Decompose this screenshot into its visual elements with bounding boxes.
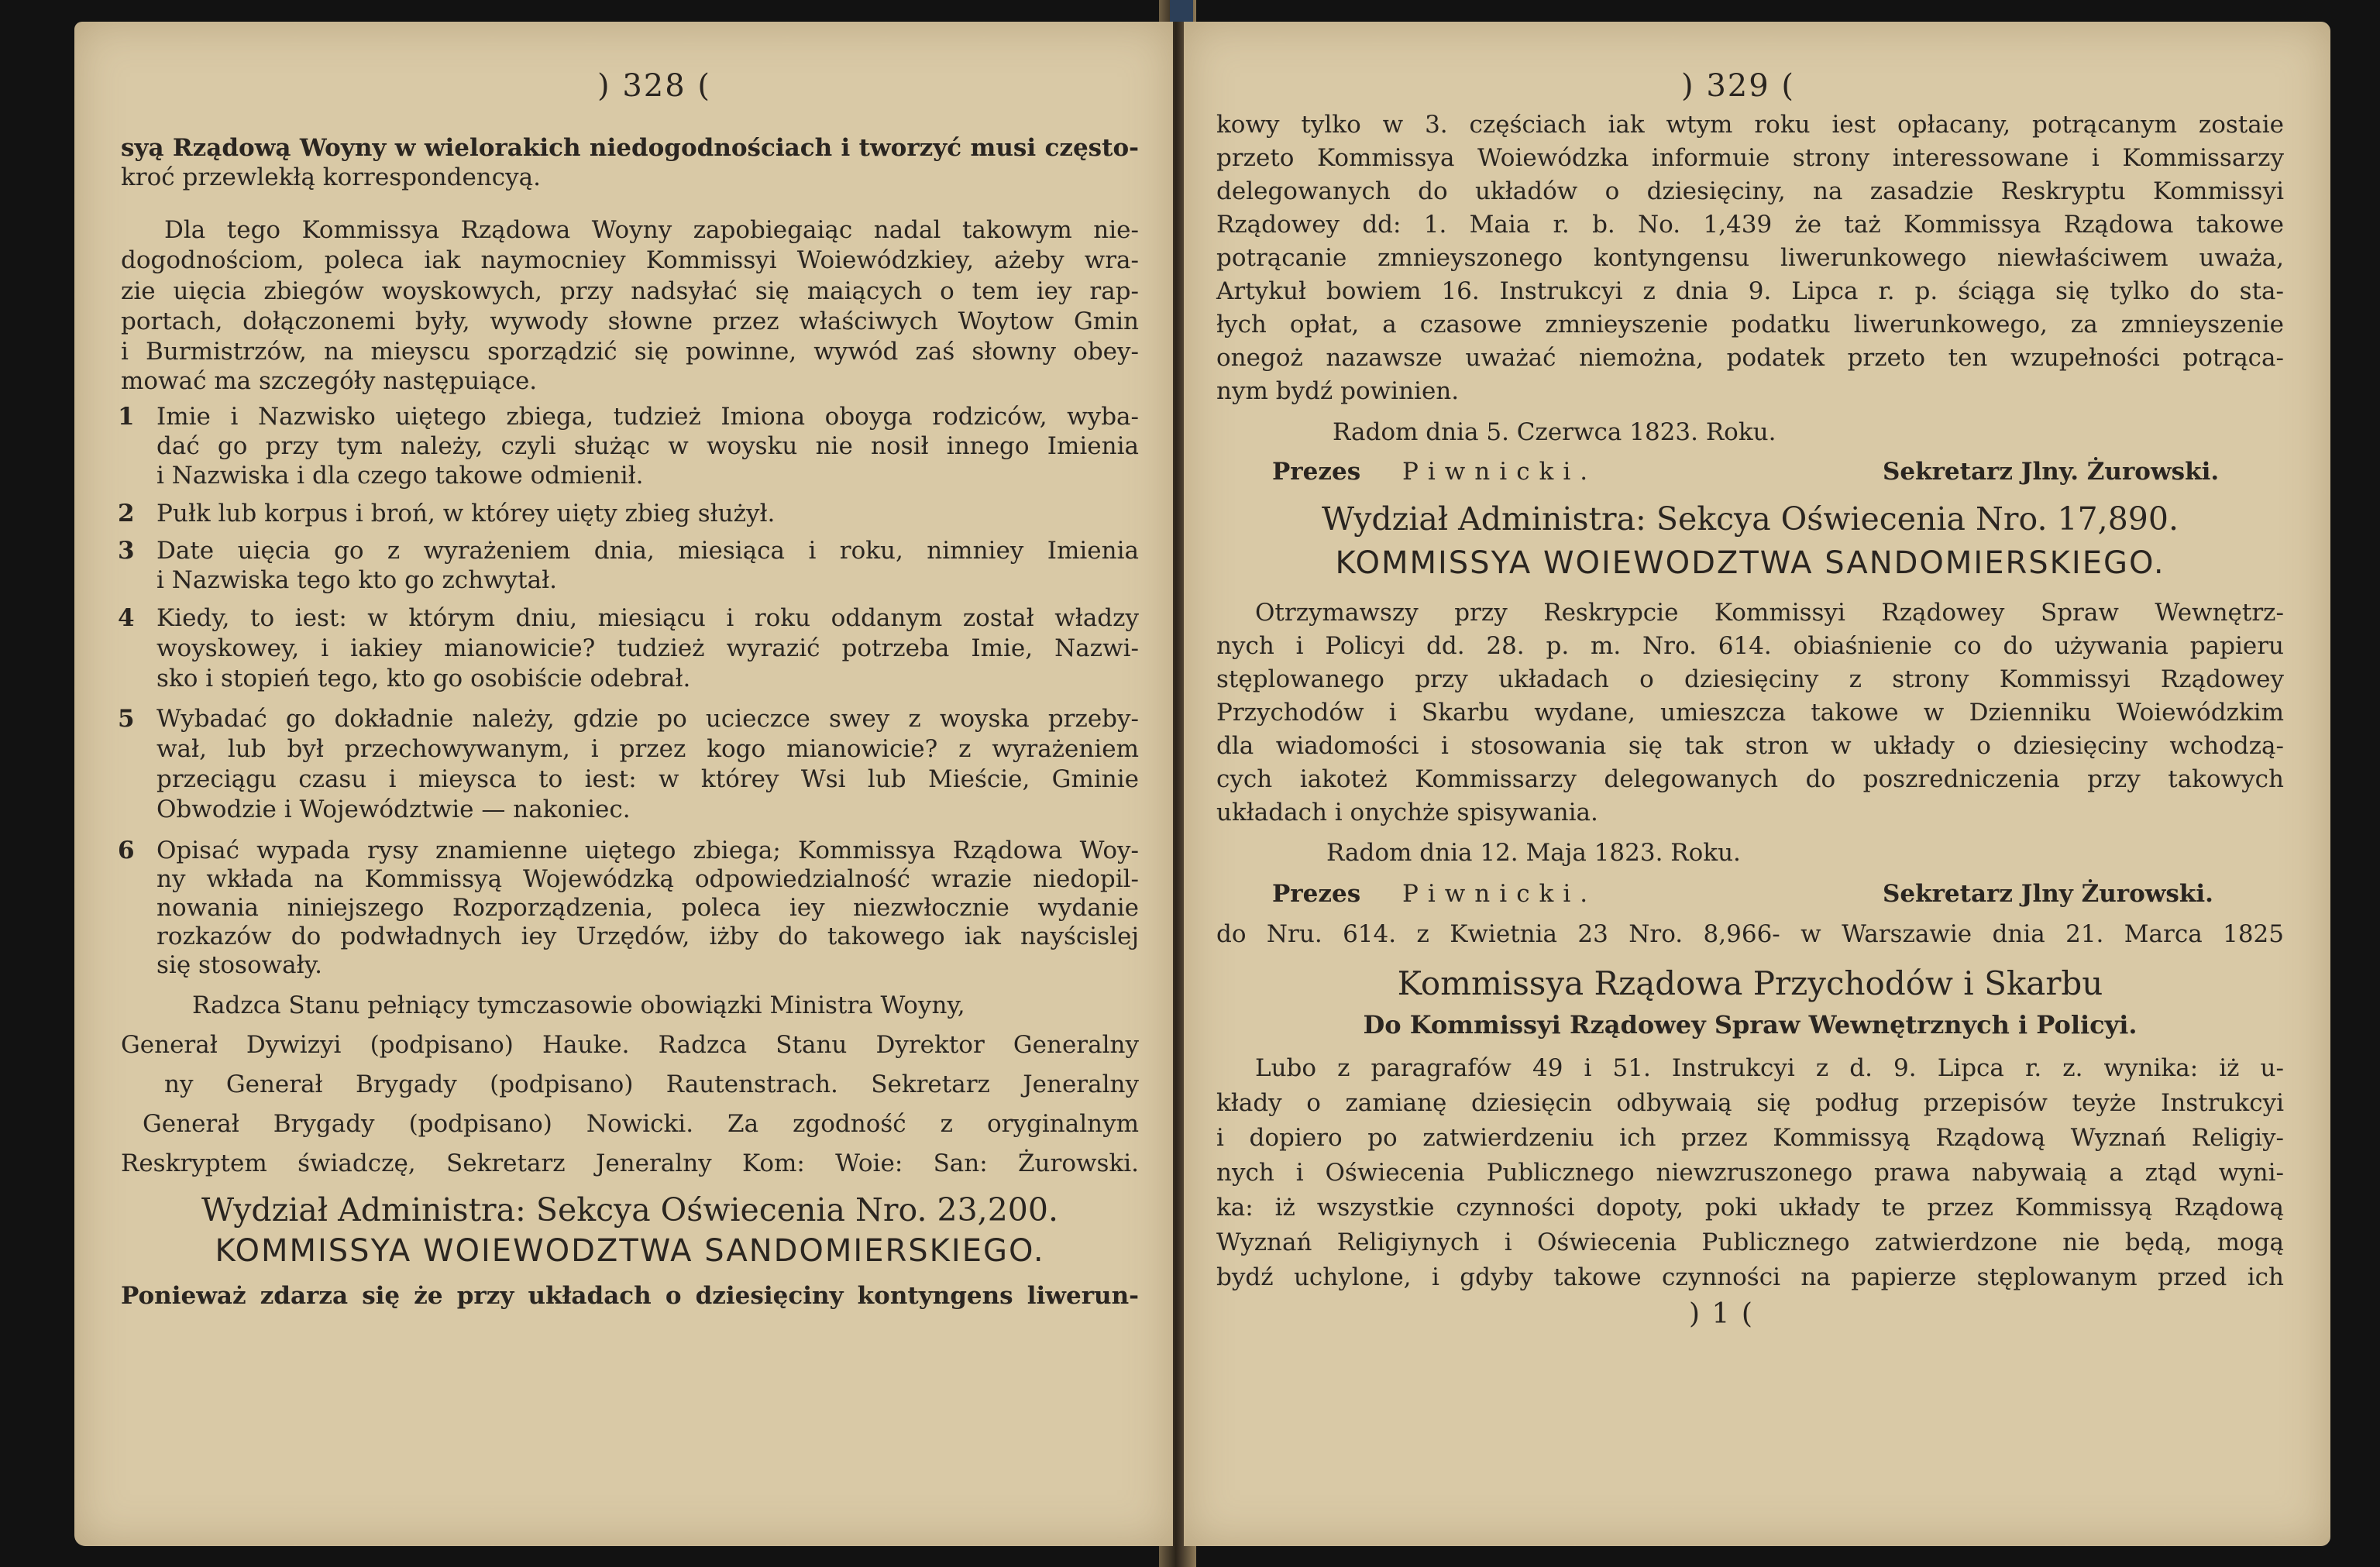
text-line: nym bydź powinien. <box>1216 377 1460 405</box>
text-line: dać go przy tym należy, czyli służąc w woysku nie nosił innego Imienia <box>156 432 1139 460</box>
text-line: przeciągu czasu i mieysca to iest: w którey Wsi lub Mieście, Gminie <box>156 765 1139 793</box>
text-line: ny wkłada na Kommissyą Wojewódzką odpowiedzialność wrazie niedopil- <box>156 865 1139 893</box>
binding-tape <box>1170 0 1193 22</box>
signature-line: Radzca Stanu pełniący tymczasowie obowiązki Ministra Woyny, <box>192 991 965 1019</box>
item-number: 1 <box>118 403 135 431</box>
text-line: Wyznań Religiynych i Oświecenia Publicznego zatwierdzone nie będą, mogą <box>1216 1229 2284 1256</box>
text-line: kroć przewlekłą korrespondencyą. <box>121 163 541 191</box>
text-line: potrącanie zmnieyszonego kontyngensu liwerunkowego niewłaściwem uważa, <box>1216 244 2284 272</box>
text-line: zie uięcia zbiegów woyskowych, przy nadsyłać się maiących o tem iey rap- <box>121 277 1139 305</box>
text-line: dogodnościom, poleca iak naymocniey Kommissyi Woiewódzkiey, ażeby wra- <box>121 246 1139 274</box>
text-line: bydź uchylone, i gdyby takowe czynności na papierze stęplowanym przed ich <box>1216 1263 2284 1291</box>
text-line: i Nazwiska tego kto go zchwytał. <box>156 566 558 594</box>
text-line: Artykuł bowiem 16. Instrukcyi z dnia 9. Lipca r. p. ściąga się tylko do sta- <box>1216 277 2284 305</box>
president-name: Piwnicki. <box>1402 458 1598 486</box>
text-line: dla wiadomości i stosowania się tak stron w układy o dziesięciny wchodzą- <box>1216 732 2284 760</box>
text-line: wał, lub był przechowywanym, i przez kogo mianowicie? z wyrażeniem <box>156 735 1139 763</box>
president-label: Prezes <box>1272 880 1361 908</box>
item-number: 2 <box>118 500 135 527</box>
item-number: 6 <box>118 837 135 864</box>
text-line: ka: iż wszystkie czynności dopoty, poki układy te przez Kommissyą Rządową <box>1216 1194 2284 1222</box>
text-line: mować ma szczegóły następuiące. <box>121 367 538 395</box>
section-heading: Wydział Administra: Sekcya Oświecenia Nro. 17,890. <box>1321 500 2179 538</box>
text-line: sko i stopień tego, kto go osobiście odebrał. <box>156 665 691 692</box>
text-line: Lubo z paragrafów 49 i 51. Instrukcyi z d. 9. Lipca r. z. wynika: iż u- <box>1255 1054 2284 1082</box>
reference-line: do Nru. 614. z Kwietnia 23 Nro. 8,966- w Warszawie dnia 21. Marca 1825 <box>1216 920 2284 948</box>
secretary-signature: Sekretarz Jlny Żurowski. <box>1883 880 2213 908</box>
text-line: Otrzymawszy przy Reskrypcie Kommissyi Rządowey Spraw Wewnętrz- <box>1255 599 2284 627</box>
section-heading: Kommissya Rządowa Przychodów i Skarbu <box>1397 964 2103 1002</box>
text-line: cych iakoteż Kommissarzy delegowanych do poszredniczenia przy takowych <box>1216 765 2284 793</box>
text-line: i Burmistrzów, na mieyscu sporządzić się powinne, wywód zaś słowny obey- <box>121 338 1139 366</box>
address-heading: Do Kommissyi Rządowey Spraw Wewnętrznych i Policyi. <box>1363 1010 2138 1040</box>
text-line: Ponieważ zdarza się że przy układach o dziesięciny kontyngens liwerun- <box>121 1282 1139 1310</box>
text-line: Pułk lub korpus i broń, w którey uięty zbieg służył. <box>156 500 776 527</box>
text-line: woyskowey, i iakiey mianowicie? tudzież wyrazić potrzeba Imie, Nazwi- <box>156 634 1139 662</box>
president-label: Prezes <box>1272 458 1361 486</box>
section-heading: Wydział Administra: Sekcya Oświecenia Nro. 23,200. <box>201 1191 1059 1229</box>
item-number: 4 <box>118 604 135 632</box>
text-line: rozkazów do podwładnych iey Urzędów, iżby do takowego iak nayścislej <box>156 923 1139 950</box>
text-line: onegoż nazawsze uważać niemożna, podatek przeto ten wzupełności potrąca- <box>1216 344 2284 372</box>
text-line: Opisać wypada rysy znamienne uiętego zbiega; Kommissya Rządowa Woy- <box>156 837 1139 864</box>
text-line: nowania niniejszego Rozporządzenia, poleca iey niezwłocznie wydanie <box>156 894 1139 922</box>
date-line: Radom dnia 12. Maja 1823. Roku. <box>1326 839 1741 867</box>
left-page <box>74 22 1173 1546</box>
secretary-signature: Sekretarz Jlny. Żurowski. <box>1883 458 2220 486</box>
text-line: układach i onychże spisywania. <box>1216 799 1598 826</box>
text-line: i Nazwiska i dla czego takowe odmienił. <box>156 462 644 490</box>
page-number: ) 328 ( <box>597 68 711 104</box>
commission-heading: KOMMISSYA WOIEWODZTWA SANDOMIERSKIEGO. <box>1335 545 2165 581</box>
president-name: Piwnicki. <box>1402 880 1598 908</box>
page-number: ) 329 ( <box>1681 68 1795 104</box>
text-line: i dopiero po zatwierdzeniu ich przez Kommissyą Rządową Wyznań Religiy- <box>1216 1124 2284 1152</box>
text-line: Imie i Nazwisko uiętego zbiega, tudzież Imiona oboyga rodziców, wyba- <box>156 403 1139 431</box>
text-line: portach, dołączonemi były, wywody słowne przez właściwych Woytow Gmin <box>121 308 1139 335</box>
text-line: Obwodzie i Województwie — nakoniec. <box>156 796 631 823</box>
signature-line: ny Generał Brygady (podpisano) Rautenstrach. Sekretarz Jeneralny <box>164 1070 1139 1098</box>
text-line: nych i Oświecenia Publicznego niewzruszonego prawa nabywaią a ztąd wyni- <box>1216 1159 2284 1187</box>
text-line: nych i Policyi dd. 28. p. m. Nro. 614. obiaśnienie co do używania papieru <box>1216 632 2284 660</box>
text-line: Wybadać go dokładnie należy, gdzie po ucieczce swey z woyska przeby- <box>156 705 1139 733</box>
page-footer: ) 1 ( <box>1689 1298 1754 1330</box>
text-line: syą Rządową Woyny w wielorakich niedogodnościach i tworzyć musi często- <box>121 134 1139 162</box>
text-line: kłady o zamianę dziesięcin odbywaią się podług przepisów teyże Instrukcyi <box>1216 1089 2284 1117</box>
text-line: Date uięcia go z wyrażeniem dnia, miesiąca i roku, nimniey Imienia <box>156 537 1139 565</box>
text-line: się stosowały. <box>156 951 322 979</box>
item-number: 3 <box>118 537 135 565</box>
commission-heading: KOMMISSYA WOIEWODZTWA SANDOMIERSKIEGO. <box>215 1233 1045 1269</box>
text-line: Przychodów i Skarbu wydane, umieszcza takowe w Dzienniku Woiewódzkim <box>1216 699 2284 727</box>
text-line: Dla tego Kommissya Rządowa Woyny zapobiegaiąc nadal takowym nie- <box>164 216 1139 244</box>
signature-line: Reskryptem świadczę, Sekretarz Jeneralny Kom: Woie: San: Żurowski. <box>121 1149 1139 1177</box>
text-line: Rządowey dd: 1. Maia r. b. No. 1,439 że taż Kommissya Rządowa takowe <box>1216 211 2284 239</box>
item-number: 5 <box>118 705 135 733</box>
right-page <box>1184 22 2330 1546</box>
text-line: Kiedy, to iest: w którym dniu, miesiącu i roku oddanym został władzy <box>156 604 1139 632</box>
signature-line: Generał Brygady (podpisano) Nowicki. Za zgodność z oryginalnym <box>143 1110 1139 1138</box>
date-line: Radom dnia 5. Czerwca 1823. Roku. <box>1333 418 1776 446</box>
text-line: przeto Kommissya Woiewódzka informuie strony interessowane i Kommissarzy <box>1216 144 2284 172</box>
text-line: łych opłat, a czasowe zmnieyszenie podatku liwerunkowego, za zmnieyszenie <box>1216 311 2284 338</box>
text-line: delegowanych do układów o dziesięciny, na zasadzie Reskryptu Kommissyi <box>1216 177 2284 205</box>
text-line: stęplowanego przy układach o dziesięciny z strony Kommissyi Rządowey <box>1216 665 2284 693</box>
signature-line: Generał Dywizyi (podpisano) Hauke. Radzca Stanu Dyrektor Generalny <box>121 1031 1139 1059</box>
text-line: kowy tylko w 3. częściach iak wtym roku iest opłacany, potrącanym zostaie <box>1216 111 2284 139</box>
